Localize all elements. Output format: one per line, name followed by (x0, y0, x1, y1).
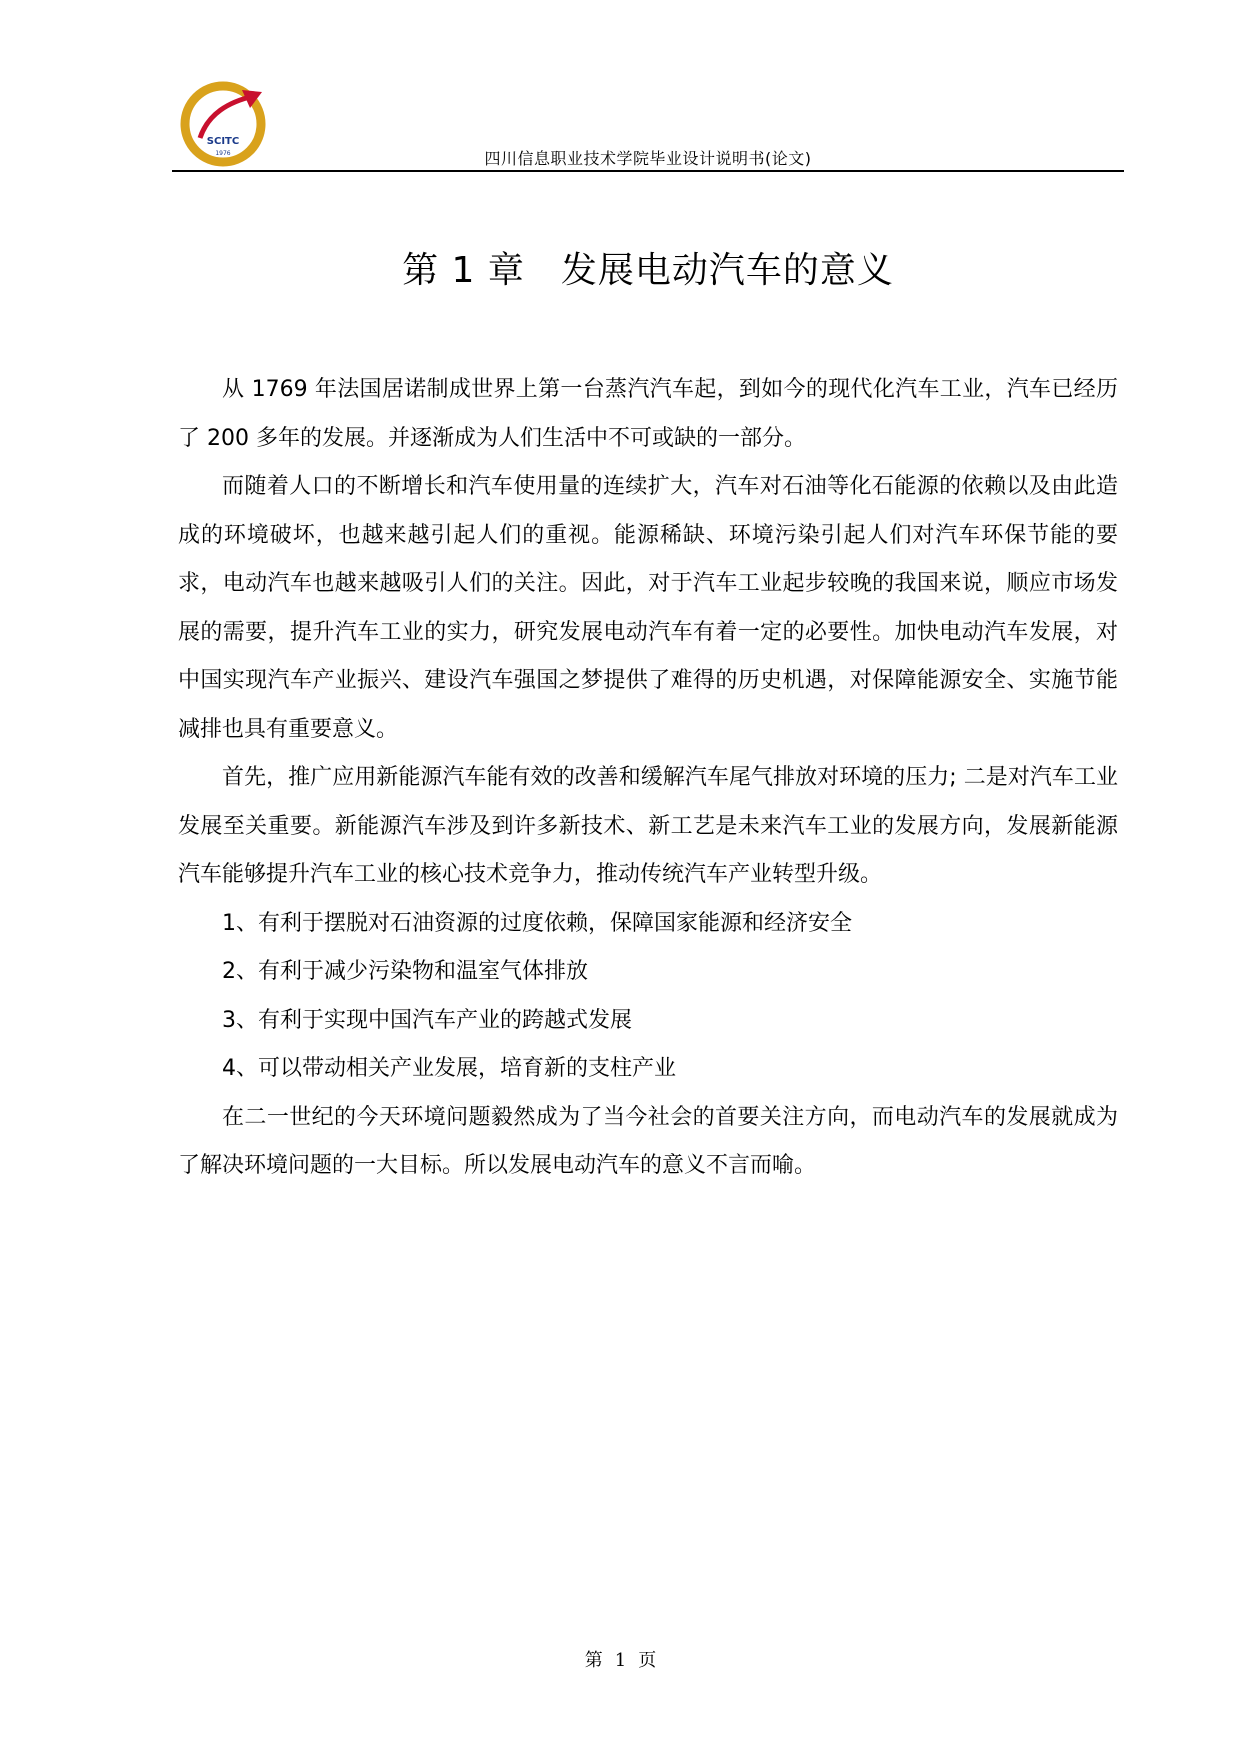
header-title: 四川信息职业技术学院毕业设计说明书(论文) (484, 149, 812, 168)
chapter-title (172, 242, 1124, 293)
paragraph: 在二一世纪的今天环境问题毅然成为了当今社会的首要关注方向，而电动汽车的发展就成为了解决环境问题的一大目标。所以发展电动汽车的意义不言而喻。 (178, 1104, 1118, 1178)
page-prefix: 第 (584, 1650, 603, 1671)
list-item: 1、有利于摆脱对石油资源的过度依赖，保障国家能源和经济安全 (222, 910, 852, 936)
page-number (0, 1646, 1241, 1672)
logo-text: SCITC (206, 136, 240, 147)
logo-year: 1976 (215, 150, 231, 157)
chapter-heading: 发展电动汽车的意义 (560, 250, 894, 291)
list-item: 2、有利于减少污染物和温室气体排放 (222, 959, 588, 984)
page-suffix: 页 (638, 1650, 657, 1671)
page-number-value: 1 (614, 1650, 627, 1671)
paragraph: 而随着人口的不断增长和汽车使用量的连续扩大，汽车对石油等化石能源的依赖以及由此造成的环境破坏，也越来越引起人们的重视。能源稀缺、环境污染引起人们对汽车环保节能的要求，电动汽车也越来越吸引人们的关注。因此，对于汽车工业起步较晚的我国来说，顺应市场发展的需要，提升汽车工业的实力，研究发展电动汽车有着一定的必要性。加快电动汽车发展，对中国实现汽车产业振兴、建设汽车强国之梦提供了难得的历史机遇，对保障能源安全、实施节能减排也具有重要意义。 (178, 474, 1118, 742)
paragraph: 首先，推广应用新能源汽车能有效的改善和缓解汽车尾气排放对环境的压力; 二是对汽车工业发展至关重要。新能源汽车涉及到许多新技术、新工艺是未来汽车工业的发展方向，发展新能源汽车能够提升汽车工业的核心技术竞争力，推动传统汽车产业转型升级。 (178, 765, 1118, 887)
list-item: 3、有利于实现中国汽车产业的跨越式发展 (222, 1007, 632, 1033)
header-divider (172, 170, 1124, 172)
chapter-body (178, 366, 1118, 1191)
chapter-number: 第 1 章 (402, 250, 525, 291)
list-item: 4、可以带动相关产业发展，培育新的支柱产业 (222, 1056, 676, 1081)
paragraph: 从 1769 年法国居诺制成世界上第一台蒸汽汽车起，到如今的现代化汽车工业，汽车已经历了 200 多年的发展。并逐渐成为人们生活中不可或缺的一部分。 (178, 377, 1118, 451)
